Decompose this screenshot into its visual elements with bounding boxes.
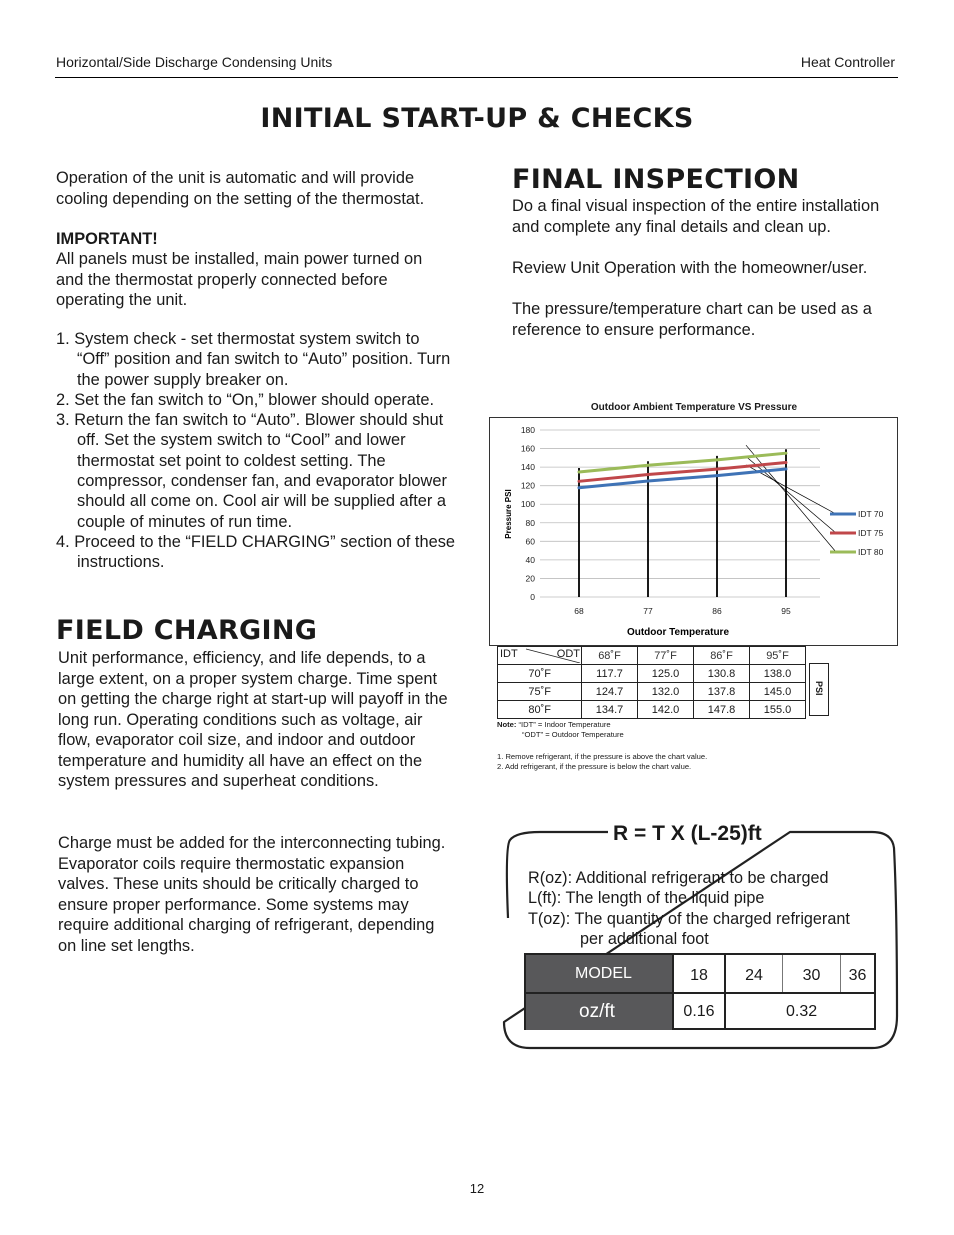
table-col-header: 77˚F <box>638 647 694 665</box>
formula-desc-r: R(oz): Additional refrigerant to be charged <box>528 869 829 887</box>
table-col-header: 68˚F <box>582 647 638 665</box>
chart-legend-label: IDT 80 <box>858 547 884 557</box>
chart-y-axis-label: Pressure PSI <box>504 489 513 539</box>
chart-x-axis-label: Outdoor Temperature <box>626 627 730 638</box>
final-inspection-para-3: The pressure/temperature chart can be used as a reference to ensure performance. <box>512 300 872 339</box>
table-row-label: 75˚F <box>498 683 582 701</box>
startup-step-1: 1. System check - set thermostat system switch to “Off” position and fan switch to “Auto” position. Turn the power supply breaker on. <box>56 330 451 389</box>
corner-idt-label: IDT <box>500 648 518 660</box>
table-cell: 145.0 <box>750 683 806 701</box>
chart-y-tick-label: 180 <box>520 425 535 435</box>
final-inspection-para-2: Review Unit Operation with the homeowner/user. <box>512 259 868 277</box>
table-col-header: 86˚F <box>694 647 750 665</box>
note-add-refrigerant: 2. Add refrigerant, if the pressure is below the chart value. <box>497 762 692 771</box>
chart-y-tick-label: 0 <box>530 592 535 602</box>
pressure-chart-plot <box>490 418 897 645</box>
table-cell: 155.0 <box>750 701 806 719</box>
note-remove-refrigerant: 1. Remove refrigerant, if the pressure is above the chart value. <box>497 752 708 761</box>
model-table <box>524 953 876 1030</box>
startup-steps <box>56 329 456 573</box>
page-title: INITIAL START-UP & CHECKS <box>260 103 694 134</box>
ozft-value-24-36: 0.32 <box>786 1003 818 1020</box>
header-brand: Heat Controller <box>800 54 895 70</box>
header-divider <box>55 77 898 78</box>
chart-title: Outdoor Ambient Temperature VS Pressure <box>590 402 798 413</box>
table-cell: 142.0 <box>638 701 694 719</box>
table-cell: 130.8 <box>694 665 750 683</box>
model-36: 36 <box>848 966 867 984</box>
chart-y-tick-label: 60 <box>525 536 535 547</box>
field-charging-title: FIELD CHARGING <box>56 615 318 646</box>
table-row <box>498 665 806 683</box>
pressure-chart <box>489 417 898 646</box>
formula-desc-t: T(oz): The quantity of the charged refrigerant <box>528 910 850 928</box>
formula-title: R = T X (L-25)ft <box>613 822 762 845</box>
chart-legend-label: IDT 70 <box>858 509 884 519</box>
important-text: All panels must be installed, main power turned on and the thermostat properly connected before operating the unit. <box>56 250 423 309</box>
table-cell: 117.7 <box>582 665 638 683</box>
table-cell: 132.0 <box>638 683 694 701</box>
chart-y-tick-label: 160 <box>520 443 535 454</box>
chart-x-tick-label: 68 <box>574 606 584 616</box>
note-label: Note: <box>497 720 517 729</box>
table-corner-cell <box>498 647 582 665</box>
note-odt: “ODT” = Outdoor Temperature <box>522 730 624 739</box>
field-charging-para-1: Unit performance, efficiency, and life depends, to a large extent, on a proper system charge. Time spent on getting the charge right at start-up will payoff in the long run. Operating conditions such as voltage, air flow, evaporator coil size, and indoor and outdoor temperature and humidity all have an effect on the system pressures and superheat conditions. <box>58 649 448 790</box>
table-cell: 147.8 <box>694 701 750 719</box>
chart-x-tick-label: 95 <box>781 606 791 616</box>
formula-desc-l: L(ft): The length of the liquid pipe <box>528 889 765 907</box>
model-30: 30 <box>802 966 821 984</box>
table-cell: 134.7 <box>582 701 638 719</box>
final-inspection-para-1: Do a final visual inspection of the entire installation and complete any final details and clean up. <box>512 197 880 236</box>
chart-y-tick-label: 100 <box>520 499 535 510</box>
field-charging-para-2: Charge must be added for the interconnecting tubing. Evaporator coils require thermostatic expansion valves. These units should be critically charged to ensure proper performance. Some systems may require additional charging of refrigerant, depending on line set lengths. <box>58 834 446 955</box>
startup-step-3: 3. Return the fan switch to “Auto”. Blower should shut off. Set the system switch to “Cool” and lower thermostat set point to coldest setting. The compressor, condenser fan, and evaporator blower should all come on. Cool air will be supplied after a couple of minutes of run time. <box>56 411 447 531</box>
page-number: 12 <box>469 1181 485 1196</box>
note-line-1 <box>497 720 611 730</box>
chart-y-tick-label: 120 <box>520 480 535 491</box>
chart-connector-line <box>746 456 836 533</box>
chart-x-tick-label: 86 <box>712 606 722 616</box>
important-label: IMPORTANT! <box>56 230 158 248</box>
chart-series-line <box>579 453 786 472</box>
chart-y-tick-label: 40 <box>525 554 535 565</box>
chart-x-tick-label: 77 <box>643 606 653 616</box>
table-row <box>498 683 806 701</box>
pressure-table <box>497 646 806 719</box>
table-row-label: 80˚F <box>498 701 582 719</box>
header-document-title: Horizontal/Side Discharge Condensing Units <box>56 54 333 70</box>
ozft-header: oz/ft <box>526 994 672 1030</box>
note-idt: “IDT” = Indoor Temperature <box>518 720 611 729</box>
table-cell: 124.7 <box>582 683 638 701</box>
table-col-header: 95˚F <box>750 647 806 665</box>
chart-y-tick-label: 20 <box>525 573 535 584</box>
chart-y-tick-label: 140 <box>520 462 535 473</box>
final-inspection-title: FINAL INSPECTION <box>512 164 800 195</box>
psi-unit-label: PSI <box>814 681 824 696</box>
chart-connector-line <box>746 445 836 552</box>
formula-desc-t-cont: per additional foot <box>580 930 709 948</box>
table-cell: 125.0 <box>638 665 694 683</box>
ozft-value-18: 0.16 <box>683 1003 715 1020</box>
model-18: 18 <box>690 966 708 984</box>
startup-intro: Operation of the unit is automatic and will provide cooling depending on the setting of the thermostat. <box>56 169 425 208</box>
model-24: 24 <box>745 966 763 984</box>
startup-step-2: 2. Set the fan switch to “On,” blower should operate. <box>56 390 435 409</box>
table-cell: 138.0 <box>750 665 806 683</box>
corner-odt-label: ODT <box>556 648 580 660</box>
startup-step-4: 4. Proceed to the “FIELD CHARGING” section of these instructions. <box>56 532 456 572</box>
chart-legend-label: IDT 75 <box>858 528 884 538</box>
table-row-label: 70˚F <box>498 665 582 683</box>
model-header: MODEL <box>526 955 672 992</box>
chart-y-tick-label: 80 <box>525 517 535 528</box>
table-cell: 137.8 <box>694 683 750 701</box>
table-row <box>498 701 806 719</box>
